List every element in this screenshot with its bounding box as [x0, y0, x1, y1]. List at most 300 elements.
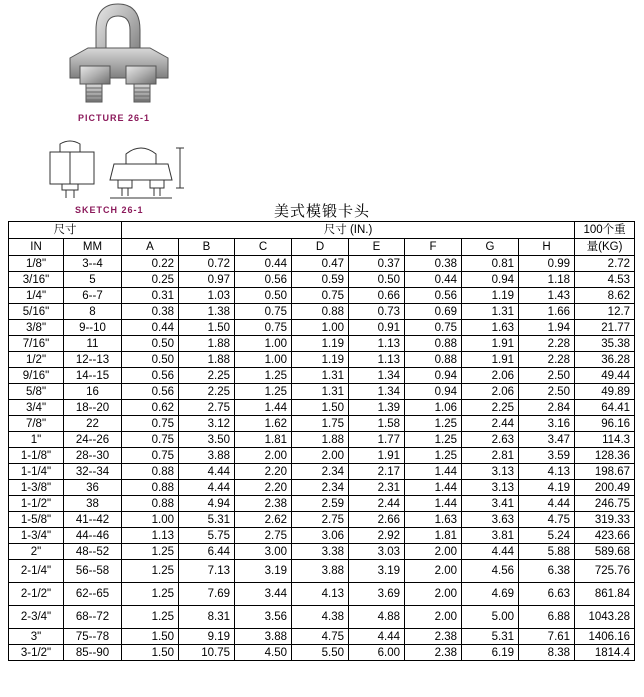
- dim-e-cell: 0.66: [349, 288, 405, 304]
- size-inch-cell: 2-3/4": [9, 606, 64, 629]
- table-row: [9, 629, 635, 645]
- dim-c-cell: 0.50: [235, 288, 292, 304]
- size-mm-cell: 41--42: [64, 512, 122, 528]
- dim-b-cell: 4.44: [179, 464, 235, 480]
- dim-g-cell: 1.91: [462, 352, 519, 368]
- dim-g-cell: 3.13: [462, 480, 519, 496]
- dim-c-cell: 1.44: [235, 400, 292, 416]
- dim-e-cell: 3.03: [349, 544, 405, 560]
- dim-g-cell: 2.25: [462, 400, 519, 416]
- col-header-c: C: [235, 239, 292, 256]
- dim-f-cell: 0.94: [405, 384, 462, 400]
- size-mm-cell: 8: [64, 304, 122, 320]
- dim-b-cell: 1.88: [179, 352, 235, 368]
- dim-h-cell: 2.50: [519, 368, 575, 384]
- dim-f-cell: 1.44: [405, 464, 462, 480]
- size-mm-cell: 48--52: [64, 544, 122, 560]
- dim-e-cell: 0.91: [349, 320, 405, 336]
- dim-h-cell: 3.59: [519, 448, 575, 464]
- dim-h-cell: 1.43: [519, 288, 575, 304]
- in-column-header: IN: [9, 239, 64, 256]
- dim-h-cell: 1.94: [519, 320, 575, 336]
- size-mm-cell: 68--72: [64, 606, 122, 629]
- dim-a-cell: 0.56: [122, 368, 179, 384]
- table-row: [9, 368, 635, 384]
- dim-c-cell: 0.56: [235, 272, 292, 288]
- dim-h-cell: 6.38: [519, 560, 575, 583]
- dim-b-cell: 1.50: [179, 320, 235, 336]
- table-row: [9, 304, 635, 320]
- dim-d-cell: 4.75: [292, 629, 349, 645]
- dim-d-cell: 5.50: [292, 645, 349, 661]
- dim-e-cell: 1.58: [349, 416, 405, 432]
- weight-cell: 21.77: [575, 320, 635, 336]
- dim-c-cell: 2.38: [235, 496, 292, 512]
- table-row: [9, 336, 635, 352]
- dim-g-cell: 0.94: [462, 272, 519, 288]
- weight-cell: 64.41: [575, 400, 635, 416]
- dim-a-cell: 0.88: [122, 464, 179, 480]
- dim-g-cell: 1.19: [462, 288, 519, 304]
- dim-e-cell: 3.19: [349, 560, 405, 583]
- weight-cell: 35.38: [575, 336, 635, 352]
- dim-b-cell: 3.50: [179, 432, 235, 448]
- dim-b-cell: 1.03: [179, 288, 235, 304]
- col-header-h: H: [519, 239, 575, 256]
- dim-b-cell: 1.88: [179, 336, 235, 352]
- dim-c-cell: 2.00: [235, 448, 292, 464]
- weight-cell: 12.7: [575, 304, 635, 320]
- dim-e-cell: 0.73: [349, 304, 405, 320]
- dim-b-cell: 0.72: [179, 256, 235, 272]
- weight-cell: 319.33: [575, 512, 635, 528]
- dim-a-cell: 0.22: [122, 256, 179, 272]
- dim-a-cell: 0.50: [122, 352, 179, 368]
- size-mm-cell: 12--13: [64, 352, 122, 368]
- dim-e-cell: 1.13: [349, 352, 405, 368]
- table-title: 美式模锻卡头: [273, 202, 370, 220]
- size-mm-cell: 11: [64, 336, 122, 352]
- dim-g-cell: 3.13: [462, 464, 519, 480]
- dim-h-cell: 2.28: [519, 336, 575, 352]
- dim-f-cell: 1.63: [405, 512, 462, 528]
- size-inch-cell: 5/16": [9, 304, 64, 320]
- dim-d-cell: 3.88: [292, 560, 349, 583]
- weight-cell: 861.84: [575, 583, 635, 606]
- weight-cell: 423.66: [575, 528, 635, 544]
- dim-a-cell: 1.00: [122, 512, 179, 528]
- dim-h-cell: 7.61: [519, 629, 575, 645]
- size-inch-cell: 3/16": [9, 272, 64, 288]
- dim-g-cell: 4.56: [462, 560, 519, 583]
- table-row: [9, 645, 635, 661]
- dim-e-cell: 0.50: [349, 272, 405, 288]
- dim-e-cell: 2.17: [349, 464, 405, 480]
- dim-b-cell: 3.12: [179, 416, 235, 432]
- dim-f-cell: 2.38: [405, 629, 462, 645]
- dim-h-cell: 1.18: [519, 272, 575, 288]
- dim-h-cell: 5.88: [519, 544, 575, 560]
- dim-d-cell: 1.75: [292, 416, 349, 432]
- dim-a-cell: 0.25: [122, 272, 179, 288]
- dim-d-cell: 3.38: [292, 544, 349, 560]
- dim-h-cell: 2.28: [519, 352, 575, 368]
- dim-a-cell: 0.50: [122, 336, 179, 352]
- dim-b-cell: 1.38: [179, 304, 235, 320]
- dim-g-cell: 2.06: [462, 384, 519, 400]
- dim-h-cell: 3.47: [519, 432, 575, 448]
- weight-cell: 200.49: [575, 480, 635, 496]
- dim-b-cell: 7.69: [179, 583, 235, 606]
- dim-g-cell: 0.81: [462, 256, 519, 272]
- dim-e-cell: 1.34: [349, 384, 405, 400]
- size-mm-cell: 24--26: [64, 432, 122, 448]
- dim-b-cell: 2.25: [179, 368, 235, 384]
- dim-h-cell: 4.75: [519, 512, 575, 528]
- dim-f-cell: 0.94: [405, 368, 462, 384]
- dim-b-cell: 8.31: [179, 606, 235, 629]
- dim-g-cell: 2.81: [462, 448, 519, 464]
- dim-c-cell: 1.00: [235, 352, 292, 368]
- dim-c-cell: 2.20: [235, 480, 292, 496]
- dim-a-cell: 0.75: [122, 448, 179, 464]
- dim-f-cell: 2.00: [405, 583, 462, 606]
- dim-c-cell: 3.88: [235, 629, 292, 645]
- table-row: [9, 352, 635, 368]
- size-mm-cell: 28--30: [64, 448, 122, 464]
- dim-h-cell: 8.38: [519, 645, 575, 661]
- dim-e-cell: 2.66: [349, 512, 405, 528]
- specification-table: [8, 221, 635, 661]
- dim-b-cell: 7.13: [179, 560, 235, 583]
- dim-d-cell: 0.88: [292, 304, 349, 320]
- dim-f-cell: 2.00: [405, 544, 462, 560]
- size-mm-cell: 3--4: [64, 256, 122, 272]
- table-row: [9, 496, 635, 512]
- dim-a-cell: 0.38: [122, 304, 179, 320]
- dim-b-cell: 0.97: [179, 272, 235, 288]
- table-row: [9, 400, 635, 416]
- dim-c-cell: 1.81: [235, 432, 292, 448]
- dim-g-cell: 2.44: [462, 416, 519, 432]
- dim-b-cell: 9.19: [179, 629, 235, 645]
- dim-c-cell: 4.50: [235, 645, 292, 661]
- dim-b-cell: 5.31: [179, 512, 235, 528]
- size-mm-cell: 6--7: [64, 288, 122, 304]
- dim-h-cell: 0.99: [519, 256, 575, 272]
- dim-d-cell: 4.38: [292, 606, 349, 629]
- size-inch-cell: 3-1/2": [9, 645, 64, 661]
- weight-header-line2: 量(KG): [575, 239, 635, 256]
- size-mm-cell: 18--20: [64, 400, 122, 416]
- dim-g-cell: 2.63: [462, 432, 519, 448]
- dim-g-cell: 3.63: [462, 512, 519, 528]
- dim-f-cell: 1.25: [405, 432, 462, 448]
- dim-c-cell: 1.25: [235, 368, 292, 384]
- dim-f-cell: 0.88: [405, 336, 462, 352]
- weight-cell: 1814.4: [575, 645, 635, 661]
- dim-d-cell: 2.34: [292, 480, 349, 496]
- weight-cell: 128.36: [575, 448, 635, 464]
- dim-c-cell: 2.62: [235, 512, 292, 528]
- col-header-d: D: [292, 239, 349, 256]
- size-inch-cell: 1/2": [9, 352, 64, 368]
- dim-e-cell: 4.44: [349, 629, 405, 645]
- dim-c-cell: 1.25: [235, 384, 292, 400]
- dim-h-cell: 5.24: [519, 528, 575, 544]
- size-mm-cell: 44--46: [64, 528, 122, 544]
- dim-b-cell: 3.88: [179, 448, 235, 464]
- size-mm-cell: 14--15: [64, 368, 122, 384]
- dim-c-cell: 0.44: [235, 256, 292, 272]
- dim-h-cell: 4.19: [519, 480, 575, 496]
- dim-f-cell: 1.06: [405, 400, 462, 416]
- dim-e-cell: 1.77: [349, 432, 405, 448]
- table-row: [9, 320, 635, 336]
- header-row-1: [9, 222, 635, 239]
- dim-h-cell: 2.50: [519, 384, 575, 400]
- dim-g-cell: 5.00: [462, 606, 519, 629]
- size-inch-cell: 2": [9, 544, 64, 560]
- dim-a-cell: 0.62: [122, 400, 179, 416]
- dim-e-cell: 3.69: [349, 583, 405, 606]
- picture-caption: PICTURE 26-1: [78, 113, 151, 123]
- dim-f-cell: 1.44: [405, 480, 462, 496]
- dim-d-cell: 0.75: [292, 288, 349, 304]
- size-inch-cell: 1-1/8": [9, 448, 64, 464]
- dim-c-cell: 0.75: [235, 304, 292, 320]
- table-row: [9, 528, 635, 544]
- dim-c-cell: 1.62: [235, 416, 292, 432]
- table-row: [9, 464, 635, 480]
- dim-f-cell: 0.69: [405, 304, 462, 320]
- table-row: [9, 416, 635, 432]
- weight-cell: 1043.28: [575, 606, 635, 629]
- dim-a-cell: 1.50: [122, 629, 179, 645]
- dim-a-cell: 0.75: [122, 416, 179, 432]
- weight-cell: 1406.16: [575, 629, 635, 645]
- dim-d-cell: 1.19: [292, 336, 349, 352]
- dim-b-cell: 2.75: [179, 400, 235, 416]
- weight-cell: 198.67: [575, 464, 635, 480]
- dim-g-cell: 1.91: [462, 336, 519, 352]
- size-inch-cell: 1": [9, 432, 64, 448]
- table-row: [9, 272, 635, 288]
- dim-g-cell: 3.41: [462, 496, 519, 512]
- table-row: [9, 384, 635, 400]
- size-inch-cell: 2-1/2": [9, 583, 64, 606]
- dim-d-cell: 1.31: [292, 368, 349, 384]
- dim-c-cell: 3.00: [235, 544, 292, 560]
- size-inch-cell: 1-5/8": [9, 512, 64, 528]
- dim-h-cell: 2.84: [519, 400, 575, 416]
- dim-h-cell: 4.44: [519, 496, 575, 512]
- dim-b-cell: 5.75: [179, 528, 235, 544]
- dim-f-cell: 1.25: [405, 416, 462, 432]
- dim-c-cell: 3.19: [235, 560, 292, 583]
- dim-d-cell: 0.47: [292, 256, 349, 272]
- dim-b-cell: 4.44: [179, 480, 235, 496]
- dim-f-cell: 2.00: [405, 560, 462, 583]
- dim-b-cell: 10.75: [179, 645, 235, 661]
- size-mm-cell: 75--78: [64, 629, 122, 645]
- dim-e-cell: 2.44: [349, 496, 405, 512]
- dim-e-cell: 4.88: [349, 606, 405, 629]
- dim-g-cell: 4.69: [462, 583, 519, 606]
- col-header-e: E: [349, 239, 405, 256]
- dim-f-cell: 0.38: [405, 256, 462, 272]
- dim-g-cell: 3.81: [462, 528, 519, 544]
- dim-f-cell: 1.81: [405, 528, 462, 544]
- dim-a-cell: 1.25: [122, 583, 179, 606]
- dim-a-cell: 0.56: [122, 384, 179, 400]
- dim-a-cell: 1.25: [122, 560, 179, 583]
- dim-d-cell: 2.59: [292, 496, 349, 512]
- table-row: [9, 606, 635, 629]
- dim-a-cell: 0.88: [122, 480, 179, 496]
- size-inch-cell: 9/16": [9, 368, 64, 384]
- dim-b-cell: 4.94: [179, 496, 235, 512]
- size-inch-cell: 1/4": [9, 288, 64, 304]
- dim-d-cell: 1.19: [292, 352, 349, 368]
- dim-e-cell: 1.91: [349, 448, 405, 464]
- weight-cell: 725.76: [575, 560, 635, 583]
- dim-d-cell: 1.88: [292, 432, 349, 448]
- weight-cell: 246.75: [575, 496, 635, 512]
- dim-a-cell: 0.75: [122, 432, 179, 448]
- dim-c-cell: 2.20: [235, 464, 292, 480]
- dimension-sketch: [48, 138, 198, 200]
- table-row: [9, 256, 635, 272]
- dim-c-cell: 3.56: [235, 606, 292, 629]
- dim-f-cell: 0.88: [405, 352, 462, 368]
- dim-f-cell: 1.25: [405, 448, 462, 464]
- dim-c-cell: 3.44: [235, 583, 292, 606]
- table-row: [9, 512, 635, 528]
- dim-f-cell: 0.75: [405, 320, 462, 336]
- size-group-header: 尺寸: [9, 222, 122, 239]
- table-row: [9, 583, 635, 606]
- dim-e-cell: 1.13: [349, 336, 405, 352]
- dim-c-cell: 2.75: [235, 528, 292, 544]
- dim-e-cell: 0.37: [349, 256, 405, 272]
- size-mm-cell: 5: [64, 272, 122, 288]
- dim-g-cell: 5.31: [462, 629, 519, 645]
- size-inch-cell: 1-3/4": [9, 528, 64, 544]
- dim-e-cell: 1.39: [349, 400, 405, 416]
- size-inch-cell: 1-3/8": [9, 480, 64, 496]
- dim-b-cell: 6.44: [179, 544, 235, 560]
- size-mm-cell: 9--10: [64, 320, 122, 336]
- size-inch-group-header: 尺寸 (IN.): [122, 222, 575, 239]
- dim-d-cell: 0.59: [292, 272, 349, 288]
- weight-cell: 4.53: [575, 272, 635, 288]
- dim-g-cell: 2.06: [462, 368, 519, 384]
- dim-c-cell: 0.75: [235, 320, 292, 336]
- dim-a-cell: 1.50: [122, 645, 179, 661]
- dim-d-cell: 2.34: [292, 464, 349, 480]
- sketch-caption: SKETCH 26-1: [75, 205, 144, 215]
- dim-d-cell: 3.06: [292, 528, 349, 544]
- weight-cell: 36.28: [575, 352, 635, 368]
- size-inch-cell: 2-1/4": [9, 560, 64, 583]
- dim-e-cell: 2.92: [349, 528, 405, 544]
- weight-header-line1: 100个重: [575, 222, 635, 239]
- dim-f-cell: 1.44: [405, 496, 462, 512]
- col-header-b: B: [179, 239, 235, 256]
- size-inch-cell: 3/4": [9, 400, 64, 416]
- size-inch-cell: 1-1/4": [9, 464, 64, 480]
- dim-a-cell: 0.88: [122, 496, 179, 512]
- weight-cell: 589.68: [575, 544, 635, 560]
- dim-f-cell: 0.44: [405, 272, 462, 288]
- dim-d-cell: 1.00: [292, 320, 349, 336]
- weight-cell: 2.72: [575, 256, 635, 272]
- dim-a-cell: 1.13: [122, 528, 179, 544]
- dim-f-cell: 0.56: [405, 288, 462, 304]
- dim-f-cell: 2.38: [405, 645, 462, 661]
- dim-e-cell: 2.31: [349, 480, 405, 496]
- size-inch-cell: 3/8": [9, 320, 64, 336]
- dim-a-cell: 0.31: [122, 288, 179, 304]
- dim-g-cell: 1.31: [462, 304, 519, 320]
- weight-cell: 96.16: [575, 416, 635, 432]
- dim-h-cell: 3.16: [519, 416, 575, 432]
- dim-d-cell: 2.00: [292, 448, 349, 464]
- mm-column-header: MM: [64, 239, 122, 256]
- weight-cell: 49.44: [575, 368, 635, 384]
- size-mm-cell: 38: [64, 496, 122, 512]
- table-row: [9, 480, 635, 496]
- size-inch-cell: 1/8": [9, 256, 64, 272]
- size-inch-cell: 7/16": [9, 336, 64, 352]
- size-inch-cell: 7/8": [9, 416, 64, 432]
- col-header-g: G: [462, 239, 519, 256]
- dim-d-cell: 2.75: [292, 512, 349, 528]
- size-mm-cell: 36: [64, 480, 122, 496]
- dim-h-cell: 6.63: [519, 583, 575, 606]
- dim-d-cell: 4.13: [292, 583, 349, 606]
- header-row-2: [9, 239, 635, 256]
- dim-g-cell: 1.63: [462, 320, 519, 336]
- dim-c-cell: 1.00: [235, 336, 292, 352]
- size-mm-cell: 62--65: [64, 583, 122, 606]
- dim-a-cell: 1.25: [122, 544, 179, 560]
- dim-h-cell: 4.13: [519, 464, 575, 480]
- size-inch-cell: 3": [9, 629, 64, 645]
- dim-a-cell: 1.25: [122, 606, 179, 629]
- dim-b-cell: 2.25: [179, 384, 235, 400]
- dim-f-cell: 2.00: [405, 606, 462, 629]
- table-row: [9, 560, 635, 583]
- weight-cell: 8.62: [575, 288, 635, 304]
- table-row: [9, 544, 635, 560]
- dim-g-cell: 4.44: [462, 544, 519, 560]
- table-row: [9, 432, 635, 448]
- weight-cell: 114.3: [575, 432, 635, 448]
- weight-cell: 49.89: [575, 384, 635, 400]
- dim-e-cell: 1.34: [349, 368, 405, 384]
- dim-h-cell: 1.66: [519, 304, 575, 320]
- size-mm-cell: 16: [64, 384, 122, 400]
- col-header-a: A: [122, 239, 179, 256]
- size-mm-cell: 32--34: [64, 464, 122, 480]
- dim-a-cell: 0.44: [122, 320, 179, 336]
- col-header-f: F: [405, 239, 462, 256]
- size-mm-cell: 22: [64, 416, 122, 432]
- size-mm-cell: 85--90: [64, 645, 122, 661]
- dim-g-cell: 6.19: [462, 645, 519, 661]
